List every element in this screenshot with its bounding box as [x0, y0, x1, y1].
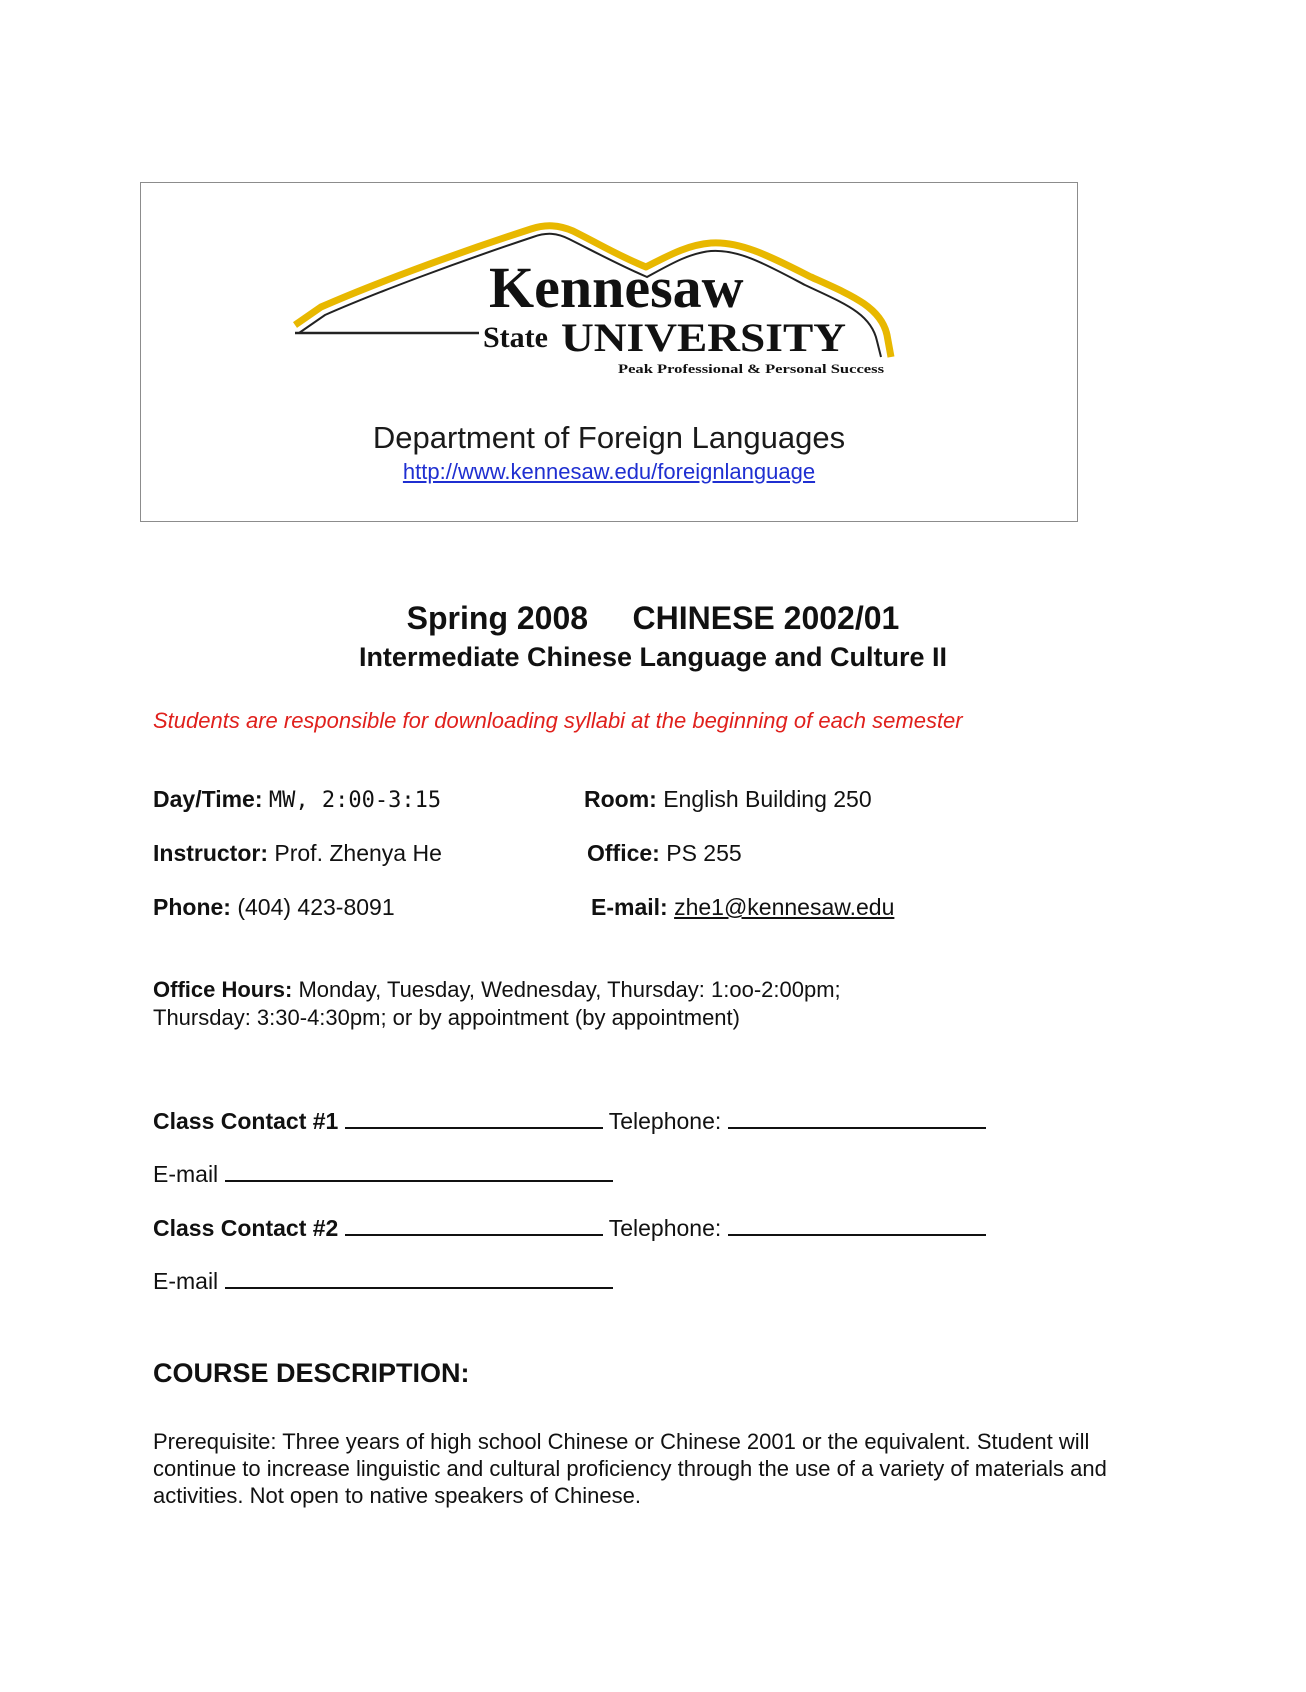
email-1-row: [153, 1158, 613, 1188]
telephone-2-field[interactable]: [728, 1212, 986, 1236]
header-box: [140, 182, 1078, 522]
room-field: [584, 786, 872, 813]
room-value: English Building 250: [663, 786, 872, 812]
office-value: PS 255: [666, 840, 742, 866]
class-contact-1-label: Class Contact #1: [153, 1108, 339, 1134]
department-url-link[interactable]: http://www.kennesaw.edu/foreignlanguage: [402, 459, 816, 484]
class-contact-1-name-field[interactable]: [345, 1105, 603, 1129]
phone-label: Phone:: [153, 894, 231, 920]
office-hours-line1: Monday, Tuesday, Wednesday, Thursday: 1:oo-2:00pm;: [298, 977, 841, 1002]
email-field: [591, 894, 894, 921]
course-subtitle: Intermediate Chinese Language and Culture II: [358, 642, 948, 672]
email-label: E-mail:: [591, 894, 668, 920]
phone-field: [153, 894, 395, 921]
office-label: Office:: [587, 840, 660, 866]
course-title: Spring 2008 CHINESE 2002/01: [406, 600, 900, 636]
class-contact-2-name-field[interactable]: [345, 1212, 603, 1236]
email-2-field[interactable]: [225, 1265, 613, 1289]
logo-kennesaw: Kennesaw: [489, 255, 744, 320]
email-2-row: [153, 1265, 613, 1295]
department-name: Department of Foreign Languages: [372, 420, 846, 455]
office-hours: [153, 976, 841, 1032]
instructor-value: Prof. Zhenya He: [274, 840, 442, 866]
telephone-1-label: Telephone:: [608, 1108, 722, 1134]
course-description-heading: COURSE DESCRIPTION:: [153, 1358, 470, 1388]
daytime-field: [153, 786, 441, 813]
logo-tagline: Peak Professional & Personal Success: [618, 361, 884, 376]
telephone-1-field[interactable]: [728, 1105, 986, 1129]
class-contact-2-row: [153, 1212, 986, 1242]
email-2-label: E-mail: [153, 1268, 219, 1294]
room-label: Room:: [584, 786, 657, 812]
kennesaw-logo: [291, 215, 951, 380]
class-contact-2-label: Class Contact #2: [153, 1215, 339, 1241]
email-1-label: E-mail: [153, 1161, 219, 1187]
email-link[interactable]: zhe1@kennesaw.edu: [674, 894, 895, 920]
daytime-value: MW, 2:00-3:15: [268, 788, 442, 813]
course-description-text: Prerequisite: Three years of high school Chinese or Chinese 2001 or the equivalent. Student will continue to increase linguistic and cultural proficiency through the use of a variety of materials and activities. Not open to native speakers of Chinese.: [153, 1429, 1107, 1508]
syllabus-notice: Students are responsible for downloading syllabi at the beginning of each semester: [153, 708, 963, 733]
office-hours-label: Office Hours:: [153, 977, 293, 1002]
telephone-2-label: Telephone:: [608, 1215, 722, 1241]
class-contact-1-row: [153, 1105, 986, 1135]
instructor-field: [153, 840, 442, 867]
email-1-field[interactable]: [225, 1158, 613, 1182]
office-hours-line2: Thursday: 3:30-4:30pm; or by appointment (by appointment): [153, 1005, 740, 1030]
phone-value: (404) 423-8091: [237, 894, 395, 920]
instructor-label: Instructor:: [153, 840, 268, 866]
office-field: [587, 840, 742, 867]
logo-university: UNIVERSITY: [561, 315, 847, 360]
daytime-label: Day/Time:: [153, 786, 263, 812]
logo-state: State: [483, 321, 548, 354]
